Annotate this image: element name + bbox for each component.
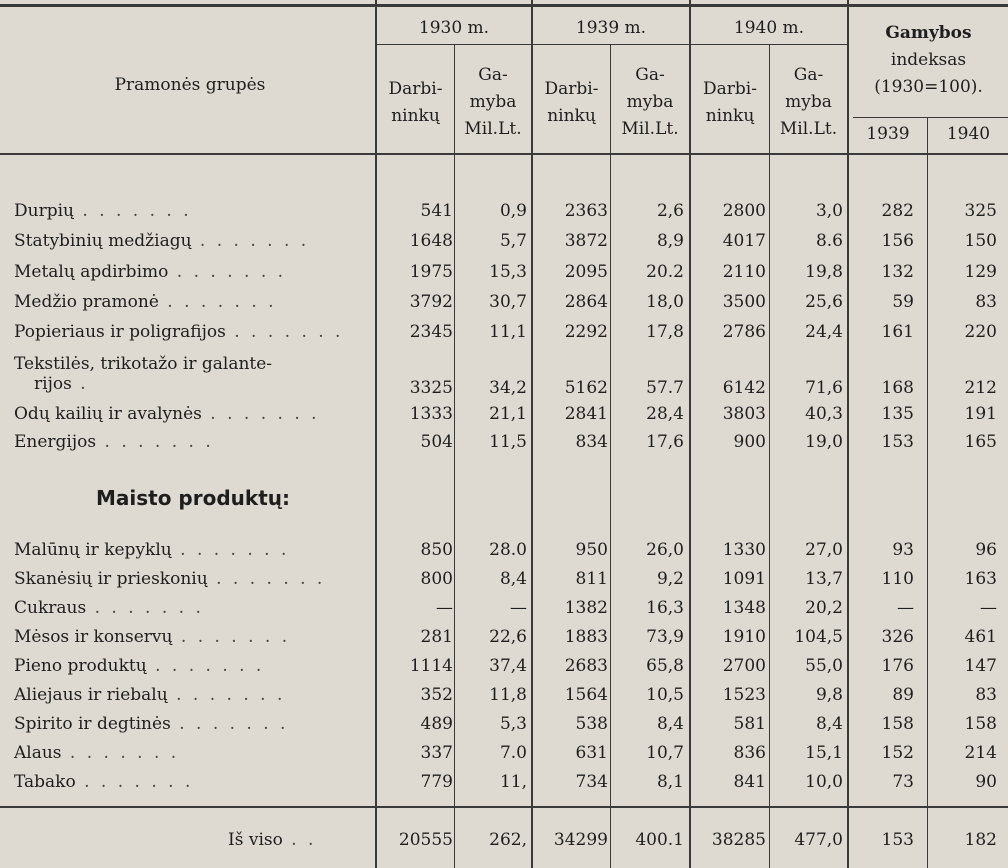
cell-p1940: 15,1 xyxy=(805,743,843,763)
cell-i1940: 214 xyxy=(964,743,997,763)
col-divider xyxy=(689,0,691,868)
cell-p1939: 8,1 xyxy=(656,772,684,792)
cell-w1939: 631 xyxy=(575,743,608,763)
row-label: Skanėsių ir prieskonių . . . . . . . xyxy=(14,569,326,589)
cell-p1940: 40,3 xyxy=(805,404,843,424)
total-top-rule xyxy=(0,806,1008,808)
header-bottom-rule xyxy=(0,153,1008,155)
index-header: Gamybos indeksas (1930=100). xyxy=(874,23,983,97)
cell-p1930: 30,7 xyxy=(489,292,527,312)
row-label: Alaus . . . . . . . xyxy=(14,743,180,763)
cell-p1939: 9,2 xyxy=(656,569,684,589)
cell-i1939: 168 xyxy=(881,378,914,398)
cell-p1940: 27,0 xyxy=(805,540,843,560)
row-label: Aliejaus ir riebalų . . . . . . . xyxy=(14,685,286,705)
cell-w1939: 2095 xyxy=(564,262,608,282)
row-label: Metalų apdirbimo . . . . . . . xyxy=(14,262,287,282)
cell-i1940: 461 xyxy=(964,627,997,647)
cell-i1940: 150 xyxy=(964,231,997,251)
cell-i1939: 135 xyxy=(881,404,914,424)
cell-w1930: 1975 xyxy=(409,262,453,282)
cell-i1939: 93 xyxy=(892,540,914,560)
cell-p1939: 17,6 xyxy=(646,432,684,452)
cell-p1930: 7.0 xyxy=(499,743,527,763)
cell-w1940: 836 xyxy=(733,743,766,763)
cell-w1939: 1382 xyxy=(564,598,608,618)
cell-w1939: 2292 xyxy=(564,322,608,342)
row-label: Cukraus . . . . . . . xyxy=(14,598,204,618)
row-label: Odų kailių ir avalynės . . . . . . . xyxy=(14,404,320,424)
cell-i1940: 147 xyxy=(964,656,997,676)
cell-p1930: 5,7 xyxy=(499,231,527,251)
cell-w1940: 4017 xyxy=(722,231,766,251)
cell-i1940: 163 xyxy=(964,569,997,589)
cell-w1930: 504 xyxy=(420,432,453,452)
cell-p1940: 8.6 xyxy=(815,231,843,251)
cell-p1930: 37,4 xyxy=(489,656,527,676)
cell-w1939: 834 xyxy=(575,432,608,452)
cell-i1939: 282 xyxy=(881,201,914,221)
cell-p1930: 0,9 xyxy=(499,201,527,221)
cell-w1930: 3325 xyxy=(409,378,453,398)
cell-i1940: 83 xyxy=(975,292,997,312)
cell-w1940: 3500 xyxy=(722,292,766,312)
workers-header-1930: Darbi- ninkų xyxy=(388,79,443,126)
row-label-header: Pramonės grupės xyxy=(114,75,266,95)
index-rule xyxy=(853,117,1008,118)
cell-w1940: 3803 xyxy=(722,404,766,424)
cell-i1939: 326 xyxy=(881,627,914,647)
total-cell-p1939: 400.1 xyxy=(635,830,684,850)
total-cell-p1930: 262, xyxy=(489,830,527,850)
cell-p1939: 10,7 xyxy=(646,743,684,763)
cell-w1939: 734 xyxy=(575,772,608,792)
cell-i1940: 165 xyxy=(964,432,997,452)
total-cell-w1930: 20555 xyxy=(398,830,453,850)
cell-i1939: — xyxy=(897,598,914,618)
cell-i1940: 191 xyxy=(964,404,997,424)
cell-i1940: 212 xyxy=(964,378,997,398)
index-year-1939: 1939 xyxy=(866,124,910,144)
cell-w1939: 1564 xyxy=(564,685,608,705)
cell-p1939: 20.2 xyxy=(646,262,684,282)
cell-p1940: 71,6 xyxy=(805,378,843,398)
cell-w1940: 841 xyxy=(733,772,766,792)
production-header-1940: Ga- myba Mil.Lt. xyxy=(779,65,838,139)
cell-w1940: 2800 xyxy=(722,201,766,221)
total-cell-i1939: 153 xyxy=(881,830,914,850)
cell-w1939: 2841 xyxy=(564,404,608,424)
cell-i1939: 73 xyxy=(892,772,914,792)
cell-p1940: 19,8 xyxy=(805,262,843,282)
cell-w1930: 1648 xyxy=(409,231,453,251)
cell-p1930: 11,8 xyxy=(489,685,527,705)
cell-p1939: 16,3 xyxy=(646,598,684,618)
cell-p1939: 8,9 xyxy=(656,231,684,251)
cell-p1930: 21,1 xyxy=(489,404,527,424)
cell-i1939: 158 xyxy=(881,714,914,734)
cell-w1930: 1114 xyxy=(409,656,453,676)
cell-w1940: 1348 xyxy=(722,598,766,618)
cell-p1930: 34,2 xyxy=(489,378,527,398)
cell-w1939: 2864 xyxy=(564,292,608,312)
total-cell-p1940: 477,0 xyxy=(794,830,843,850)
index-year-1940: 1940 xyxy=(946,124,991,144)
cell-p1940: 55,0 xyxy=(805,656,843,676)
cell-w1940: 2786 xyxy=(722,322,766,342)
row-label: Energijos . . . . . . . xyxy=(14,432,214,452)
cell-i1939: 153 xyxy=(881,432,914,452)
cell-p1939: 8,4 xyxy=(656,714,684,734)
cell-w1940: 1523 xyxy=(722,685,766,705)
cell-w1930: 3792 xyxy=(409,292,453,312)
row-label: Durpių . . . . . . . xyxy=(14,201,192,221)
cell-p1930: 28.0 xyxy=(489,540,527,560)
cell-i1940: 83 xyxy=(975,685,997,705)
cell-p1939: 28,4 xyxy=(646,404,684,424)
cell-w1930: 1333 xyxy=(409,404,453,424)
cell-w1939: 811 xyxy=(575,569,608,589)
cell-w1939: 1883 xyxy=(564,627,608,647)
year-header-1930: 1930 m. xyxy=(418,18,490,38)
cell-w1939: 538 xyxy=(575,714,608,734)
cell-i1940: 325 xyxy=(964,201,997,221)
cell-w1930: 2345 xyxy=(409,322,453,342)
total-cell-i1940: 182 xyxy=(964,830,997,850)
cell-w1939: 5162 xyxy=(564,378,608,398)
cell-w1930: 800 xyxy=(420,569,453,589)
cell-w1930: 337 xyxy=(420,743,453,763)
year-rule xyxy=(375,44,847,45)
cell-p1940: 8,4 xyxy=(815,714,843,734)
cell-w1930: 850 xyxy=(420,540,453,560)
cell-i1940: 96 xyxy=(975,540,997,560)
col-divider xyxy=(610,44,611,868)
cell-p1940: 104,5 xyxy=(794,627,843,647)
cell-p1930: — xyxy=(510,598,527,618)
col-divider xyxy=(454,44,455,868)
total-cell-w1939: 34299 xyxy=(553,830,608,850)
cell-p1940: 10,0 xyxy=(805,772,843,792)
workers-header-1940: Darbi- ninkų xyxy=(703,79,757,126)
production-header-1930: Ga- myba Mil.Lt. xyxy=(464,65,522,139)
cell-p1930: 15,3 xyxy=(489,262,527,282)
cell-i1939: 156 xyxy=(881,231,914,251)
cell-w1939: 950 xyxy=(575,540,608,560)
cell-w1930: 281 xyxy=(420,627,453,647)
cell-i1940: 220 xyxy=(964,322,997,342)
row-label: Malūnų ir kepyklų . . . . . . . xyxy=(14,540,290,560)
cell-p1939: 57.7 xyxy=(646,378,684,398)
cell-p1939: 73,9 xyxy=(646,627,684,647)
cell-p1940: 13,7 xyxy=(805,569,843,589)
cell-w1940: 1330 xyxy=(722,540,766,560)
cell-i1939: 132 xyxy=(881,262,914,282)
col-divider xyxy=(927,117,928,868)
cell-p1930: 8,4 xyxy=(499,569,527,589)
cell-w1930: 352 xyxy=(420,685,453,705)
cell-w1939: 2363 xyxy=(564,201,608,221)
workers-header-1939: Darbi- ninkų xyxy=(544,79,599,126)
cell-w1930: — xyxy=(436,598,453,618)
cell-p1930: 22,6 xyxy=(489,627,527,647)
cell-w1930: 779 xyxy=(420,772,453,792)
cell-p1940: 24,4 xyxy=(805,322,843,342)
cell-p1939: 10,5 xyxy=(646,685,684,705)
row-label: Mėsos ir konservų . . . . . . . xyxy=(14,627,291,647)
cell-p1939: 26,0 xyxy=(646,540,684,560)
col-divider xyxy=(375,0,377,868)
cell-i1939: 161 xyxy=(881,322,914,342)
cell-i1939: 176 xyxy=(881,656,914,676)
year-header-1940: 1940 m. xyxy=(733,18,805,38)
row-label: Tabako . . . . . . . xyxy=(14,772,194,792)
year-header-1939: 1939 m. xyxy=(575,18,647,38)
row-label: Medžio pramonė . . . . . . . xyxy=(14,292,277,312)
cell-p1939: 18,0 xyxy=(646,292,684,312)
col-divider xyxy=(531,0,533,868)
cell-p1930: 11, xyxy=(499,772,527,792)
col-divider xyxy=(769,44,770,868)
row-label: Pieno produktų . . . . . . . xyxy=(14,656,265,676)
total-label: Iš viso . . xyxy=(228,830,317,850)
cell-i1940: 129 xyxy=(964,262,997,282)
cell-w1940: 900 xyxy=(733,432,766,452)
row-label: Statybinių medžiagų . . . . . . . xyxy=(14,231,310,251)
cell-w1940: 2700 xyxy=(722,656,766,676)
cell-w1939: 2683 xyxy=(564,656,608,676)
cell-p1940: 19,0 xyxy=(805,432,843,452)
cell-p1940: 9,8 xyxy=(815,685,843,705)
cell-w1930: 489 xyxy=(420,714,453,734)
cell-w1940: 1910 xyxy=(722,627,766,647)
cell-w1940: 6142 xyxy=(722,378,766,398)
cell-i1939: 89 xyxy=(892,685,914,705)
production-header-1939: Ga- myba Mil.Lt. xyxy=(621,65,679,139)
total-cell-w1940: 38285 xyxy=(711,830,766,850)
cell-i1939: 152 xyxy=(881,743,914,763)
cell-p1939: 2,6 xyxy=(656,201,684,221)
cell-p1940: 25,6 xyxy=(805,292,843,312)
cell-i1940: 158 xyxy=(964,714,997,734)
cell-p1930: 5,3 xyxy=(499,714,527,734)
cell-w1940: 581 xyxy=(733,714,766,734)
cell-w1940: 1091 xyxy=(722,569,766,589)
top-rule xyxy=(0,4,1008,7)
cell-i1939: 110 xyxy=(881,569,914,589)
cell-p1940: 20,2 xyxy=(805,598,843,618)
cell-p1930: 11,5 xyxy=(489,432,527,452)
cell-p1930: 11,1 xyxy=(489,322,527,342)
cell-i1940: 90 xyxy=(975,772,997,792)
cell-w1940: 2110 xyxy=(722,262,766,282)
cell-p1939: 65,8 xyxy=(646,656,684,676)
section-heading-food-products: Maisto produktų: xyxy=(96,486,290,510)
cell-w1939: 3872 xyxy=(564,231,608,251)
row-label: Popieriaus ir poligrafijos . . . . . . . xyxy=(14,322,344,342)
row-label: Tekstilės, trikotažo ir galante- rijos . xyxy=(14,354,273,394)
cell-i1940: — xyxy=(980,598,997,618)
cell-p1939: 17,8 xyxy=(646,322,684,342)
cell-w1930: 541 xyxy=(420,201,453,221)
cell-i1939: 59 xyxy=(892,292,914,312)
row-label: Spirito ir degtinės . . . . . . . xyxy=(14,714,289,734)
cell-p1940: 3,0 xyxy=(815,201,843,221)
